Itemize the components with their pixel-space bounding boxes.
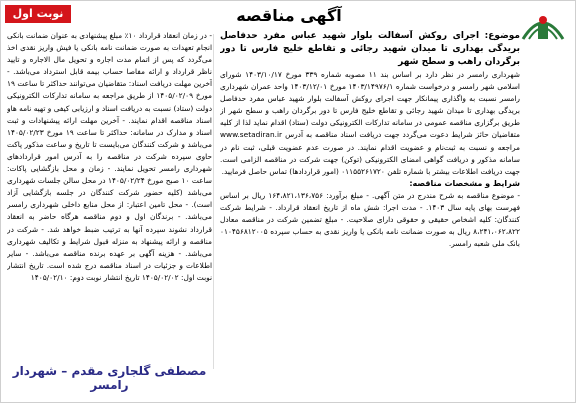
left-column: [7, 30, 212, 370]
municipality-logo: [517, 3, 569, 49]
notice-title: آگهی مناقصه: [236, 6, 342, 25]
conditions-heading: شرایط و مشخصات مناقصه:: [409, 178, 520, 188]
right-column: [220, 30, 520, 370]
conditions-text: - موضوع مناقصه به شرح مندرج در متن آگهی. - مبلغ برآورد: ۱۶۴،۸۲۱،۱۳۶،۷۵۶ ریال بر اساس فهرست بهای پایه سال ۱۴۰۳. - مدت اجرا: شش ماه از تاریخ انعقاد قرارداد. - شرایط شرکت کنندگان: کلیه اشخاص حقیقی و حقوقی دارای صلاحیت. - مبلغ تضمین شرکت در مناقصه معادل ۸،۲۴۱،۰۶۲،۸۲۲ ریال به صورت ضمانت نامه بانکی یا واریز نقدی به حساب سپرده ۰۱۰۴۵۶۸۱۲۰۰۵ بانک ملی شعبه رامسر.: [220, 190, 520, 249]
publication-round-badge: نوبت اول: [5, 5, 71, 23]
left-column-text: - در زمان انعقاد قرارداد ۱۰٪ مبلغ پیشنهادی به عنوان ضمانت بانکی انجام تعهدات به صورت ضمانت نامه بانکی یا فیش واریز نقدی اخذ می‌گردد که پس از اتمام مدت اجاره و تحویل مال الاجاره و تایید ناظر قرارداد و ارائه مفاصا حساب بیمه قابل استرداد می‌باشد. - آخرین مهلت دریافت اسناد: متقاضیان می‌توانند حداکثر تا ساعت ۱۹ مورخ ۱۴۰۵/۰۲/۰۹ از طریق مراجعه به سامانه تدارکات الکترونیکی دولت (ستاد) نسبت به دریافت اسناد و ارزیابی کیفی و تهیه نامه هاو اسناد مناقصه اقدام نمایند. - آخرین مهلت ارائه پیشنهادات و ثبت اسناد و مدارک در سامانه: حداکثر تا ساعت ۱۹ مورخ ۱۴۰۵/۰۲/۲۳ می‌باشد و شرکت کنندگان می‌بایست تا تاریخ و ساعت مذکور پاکت حاوی سپرده شرکت در مناقصه را به آدرس امور قراردادهای شهرداری رامسر تحویل نمایند. - زمان و محل بازگشایی پاکات: ساعت ۱۰ صبح مورخ ۱۴۰۵/۰۲/۲۴ در محل سالن جلسات شهرداری می‌باشد (کلیه حضور شرکت کنندگان در جلسه بازگشایی آزاد است). - محل تامین اعتبار: از محل منابع داخلی شهرداری رامسر می‌باشد. - برندگان اول و دوم مناقصه هرگاه حاضر به انعقاد قرارداد نشوند سپرده آنها به ترتیب ضبط خواهد شد. - شرکت در مناقصه و ارائه پیشنهاد به منزله قبول شرایط و تکالیف شهرداری می‌باشد. - هزینه آگهی بر عهده برنده مناقصه می‌باشد. - سایر اطلاعات و جزئیات در اسناد مناقصه درج شده است. تاریخ انتشار نوبت اول: ۱۴۰۵/۰۲/۰۲ تاریخ انتشار نوبت دوم: ۱۴۰۵/۰۲/۱۰: [7, 31, 212, 282]
signature: مصطفی گلجاری مقدم – شهردار رامسر: [12, 364, 207, 392]
subject-heading: موضوع: اجرای روکش آسفالت بلوار شهید عباس مفرد حدفاصل بریدگی بهداری تا میدان شهید رجائی و تقاطع خلیج فارس تا دور برگردان راهب و سطح شهر: [220, 31, 520, 67]
notice-body: شهرداری رامسر در نظر دارد بر اساس بند ۱۱ مصوبه شماره ۳۳۹ مورخ ۱۴۰۳/۱۰/۱۷ شورای اسلامی شهر رامسر و درخواست شماره ۱۴۰۳/۱۴۹۷۶/۱ مورخ ۱۴۰۳/۱۲/۰۱ واحد عمران شهرداری رامسر نسبت به واگذاری پیمانکار جهت اجرای روکش آسفالت بلوار شهید عباس مفرد حدفاصل بریدگی بهداری تا میدان شهید رجائی و تقاطع خلیج فارس تا دور برگردان راهب و سطح شهر از طریق برگزاری مناقصه عمومی در سامانه تدارکات الکترونیکی دولت (ستاد) اقدام نماید لذا از کلیه متقاضیان حائز شرایط دعوت می‌گردد جهت دریافت اسناد مناقصه به آدرس www.setadiran.ir مراجعه و نسبت به ثبت‌نام و عضویت اقدام نمایند. در صورت عدم عضویت قبلی، ثبت نام در سامانه مذکور و دریافت گواهی امضای الکترونیکی (توکن) جهت شرکت در مناقصه الزامی است. جهت دریافت اطلاعات بیشتر با شماره تلفن ۰۱۱۵۵۲۶۱۷۲۰ (امور قراردادها) تماس حاصل فرمایید.: [220, 70, 520, 176]
